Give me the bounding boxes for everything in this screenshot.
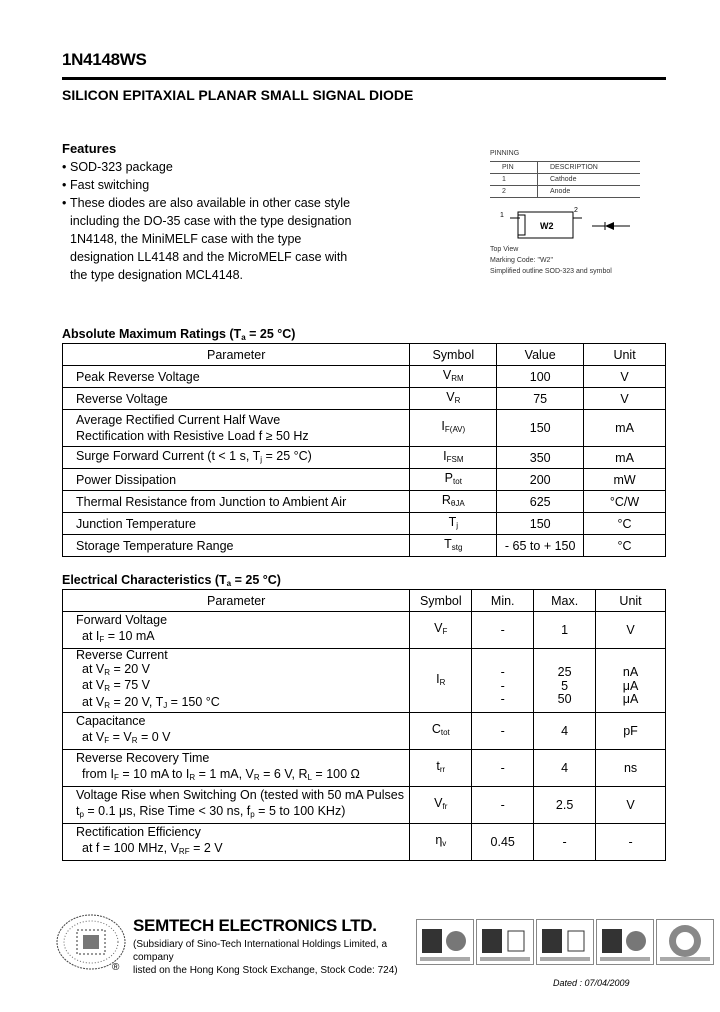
elec-table — [62, 589, 666, 861]
col-header: Parameter — [63, 344, 410, 366]
feature-item: • Fast switching — [62, 176, 362, 194]
col-header: Max. — [534, 590, 596, 612]
table-row: Capacitance at $V_F = V_R = 0$ V $C_{tot}$ - 4 pF — [63, 713, 666, 750]
elec-heading: Electrical Characteristics ($T_a = 25$ °C) — [62, 573, 281, 588]
package-outline-diagram — [490, 204, 660, 244]
pin-col-header: PIN — [490, 162, 538, 174]
header-rule — [62, 77, 666, 80]
part-number: 1N4148WS — [62, 50, 147, 69]
table-row: Storage Temperature Range $T_{stg}$ - 65 to + 150 °C — [63, 535, 666, 557]
col-header: Symbol — [410, 590, 472, 612]
pin-cell: 1 — [490, 174, 538, 186]
table-row: Forward Voltage at $I_F = 10$ mA $V_F$ - 1 V — [63, 612, 666, 649]
pinning-table — [490, 161, 640, 198]
col-header: Unit — [584, 344, 666, 366]
pinning-caption: Marking Code: "W2" — [490, 257, 553, 264]
table-row: Rectification Efficiency at f = 100 MHz, $V_{RF} = 2$ V $\eta_v$ 0.45 - - — [63, 824, 666, 861]
table-row: Thermal Resistance from Junction to Ambient Air $R_{\theta JA}$ 625 °C/W — [63, 491, 666, 513]
table-row: Reverse Current at $V_R = 20$ V at $V_R = 75$ V at $V_R = 20$ V, $T_J = 150$ °C $I_R$ - - - 25 5 50 nA μA μA — [63, 649, 666, 713]
diagram-pin2-label: 2 — [574, 207, 578, 214]
table-row: Peak Reverse Voltage $V_{RM}$ 100 V — [63, 366, 666, 388]
table-row: Power Dissipation $P_{tot}$ 200 mW — [63, 469, 666, 491]
company-name: SEMTECH ELECTRONICS LTD. — [133, 916, 377, 935]
col-header: Symbol — [410, 344, 497, 366]
col-header: Value — [497, 344, 584, 366]
col-header: Min. — [472, 590, 534, 612]
table-row: Reverse Recovery Time from $I_F = 10$ mA to $I_R = 1$ mA, $V_R = 6$ V, $R_L = 100$ Ω $t_{rr}$ - 4 ns — [63, 750, 666, 787]
feature-item: • These diodes are also available in other case style including the DO-35 case with the type designation 1N4148, the MiniMELF case with the type designation LL4148 and the MicroMELF case with the type designation MCL4148. — [62, 194, 355, 284]
feature-item: • SOD-323 package — [62, 158, 362, 176]
abs-max-heading: Absolute Maximum Ratings ($T_a = 25$ °C) — [62, 327, 296, 342]
table-row: Voltage Rise when Switching On (tested with 50 mA Pulses $t_p = 0.1$ μs, Rise Time < 30 ns, $f_p = 5$ to 100 KHz) $V_{fr}$ - 2.5 V — [63, 787, 666, 824]
sgs-certification-logo-icon — [656, 919, 714, 965]
table-row: Surge Forward Current (t < 1 s, $T_j = 25$ °C) $I_{FSM}$ 350 mA — [63, 447, 666, 469]
document-subtitle: SILICON EPITAXIAL PLANAR SMALL SIGNAL DIODE — [62, 87, 414, 103]
desc-cell: Anode — [538, 186, 641, 198]
dated-label: Dated : 07/04/2009 — [553, 978, 630, 988]
company-subsidiary-note: (Subsidiary of Sino-Tech International Holdings Limited, a company listed on the Hong Kong Stock Exchange, Stock Code: 724) — [133, 939, 398, 976]
pinning-caption: Top View — [490, 246, 519, 253]
marking-code-label: W2 — [540, 221, 554, 231]
table-row: Junction Temperature $T_j$ 150 °C — [63, 513, 666, 535]
pinning-caption: Simplified outline SOD-323 and symbol — [490, 268, 612, 275]
iso-certification-logo-icon — [596, 919, 654, 965]
desc-col-header: DESCRIPTION — [538, 162, 641, 174]
abs-max-table — [62, 343, 666, 557]
pinning-block — [490, 148, 666, 277]
certification-logos — [416, 919, 714, 965]
table-row: Average Rectified Current Half Wave Rectification with Resistive Load f ≥ 50 Hz $I_{F(AV)}$ 150 mA — [63, 410, 666, 447]
table-row: Reverse Voltage $V_R$ 75 V — [63, 388, 666, 410]
col-header: Unit — [596, 590, 666, 612]
iso-certification-logo-icon — [416, 919, 474, 965]
iso-certification-logo-icon — [476, 919, 534, 965]
pin-cell: 2 — [490, 186, 538, 198]
pinning-title: PINNING — [490, 150, 520, 157]
registered-mark: ® — [112, 962, 120, 973]
desc-cell: Cathode — [538, 174, 641, 186]
diagram-pin1-label: 1 — [500, 212, 504, 219]
iso-certification-logo-icon — [536, 919, 594, 965]
features-list — [62, 158, 362, 284]
col-header: Parameter — [63, 590, 410, 612]
features-heading: Features — [62, 141, 117, 156]
